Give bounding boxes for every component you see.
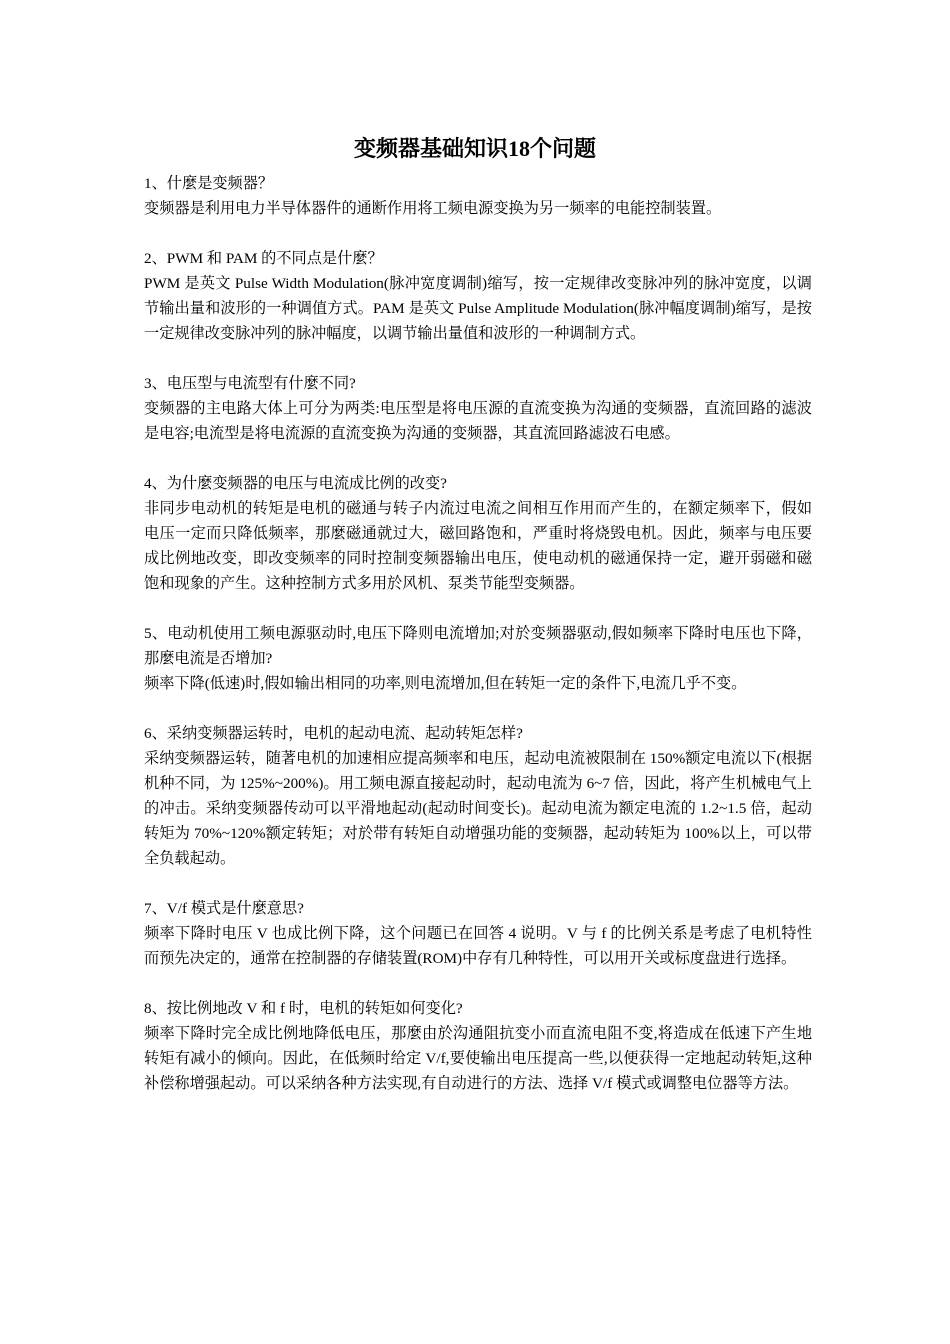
qa-section-8 [144,996,812,1096]
answer-text: 变频器的主电路大体上可分为两类:电压型是将电压源的直流变换为沟通的变频器，直流回路的滤波是电容;电流型是将电流源的直流变换为沟通的变频器，其直流回路滤波石电感。 [144,400,812,442]
answer-text: 采纳变频器运转，随著电机的加速相应提高频率和电压，起动电流被限制在 150%额定电流以下(根据机种不同，为 125%~200%)。用工频电源直接起动时，起动电流为 6~7 倍，因此，将产生机械电气上的冲击。采纳变频器传动可以平滑地起动(起动时间变长)。起动电流为额定电流的 1.2~1.5 倍，起动转矩为 70%~120%额定转矩；对於带有转矩自动增强功能的变频器，起动转矩为 100%以上，可以带全负载起动。 [144,750,812,867]
document-title: 变频器基础知识18个问题 [353,136,596,161]
document-body [144,171,812,1121]
answer-text: PWM 是英文 Pulse Width Modulation(脉冲宽度调制)缩写，按一定规律改变脉冲列的脉冲宽度，以调节输出量和波形的一种调值方式。PAM 是英文 Pulse Amplitude Modulation(脉冲幅度调制)缩写，是按一定规律改变脉冲列的脉冲幅度，以调节输出量值和波形的一种调制方式。 [144,275,812,342]
qa-section-7 [144,896,812,971]
question-text: 3、电压型与电流型有什麼不同? [144,375,356,392]
question-text: 1、什麼是变频器？ [144,175,274,192]
question-text: 5、电动机使用工频电源驱动时,电压下降则电流增加;对於变频器驱动,假如频率下降时电压也下降，那麼电流是否增加? [144,625,812,667]
question-text: 7、V/f 模式是什麼意思? [144,900,304,917]
question-text: 8、按比例地改 V 和 f 时，电机的转矩如何变化? [144,1000,463,1017]
answer-text: 频率下降时完全成比例地降低电压，那麼由於沟通阻抗变小而直流电阻不变,将造成在低速下产生地转矩有减小的倾向。因此，在低频时给定 V/f,要使输出电压提高一些,以便获得一定地起动转矩,这种补偿称增强起动。可以采纳各种方法实现,有自动进行的方法、选择 V/f 模式或调整电位器等方法。 [144,1025,812,1092]
qa-section-2 [144,246,812,346]
question-text: 4、为什麼变频器的电压与电流成比例的改变? [144,475,447,492]
answer-text: 频率下降(低速)时,假如输出相同的功率,则电流增加,但在转矩一定的条件下,电流几乎不变。 [144,675,747,692]
answer-text: 非同步电动机的转矩是电机的磁通与转子内流过电流之间相互作用而产生的，在额定频率下，假如电压一定而只降低频率，那麼磁通就过大，磁回路饱和，严重时将烧毁电机。因此，频率与电压要成比例地改变，即改变频率的同时控制变频器输出电压，使电动机的磁通保持一定，避开弱磁和磁饱和现象的产生。这种控制方式多用於风机、泵类节能型变频器。 [144,500,812,592]
qa-section-6 [144,721,812,871]
qa-section-5 [144,621,812,696]
qa-section-4 [144,471,812,596]
answer-text: 变频器是利用电力半导体器件的通断作用将工频电源变换为另一频率的电能控制装置。 [144,200,722,217]
answer-text: 频率下降时电压 V 也成比例下降，这个问题已在回答 4 说明。V 与 f 的比例关系是考虑了电机特性而预先决定的，通常在控制器的存储装置(ROM)中存有几种特性，可以用开关或标度盘进行选择。 [144,925,812,967]
question-text: 2、PWM 和 PAM 的不同点是什麼？ [144,250,383,267]
qa-section-1 [144,171,812,221]
question-text: 6、采纳变频器运转时，电机的起动电流、起动转矩怎样? [144,725,523,742]
qa-section-3 [144,371,812,446]
